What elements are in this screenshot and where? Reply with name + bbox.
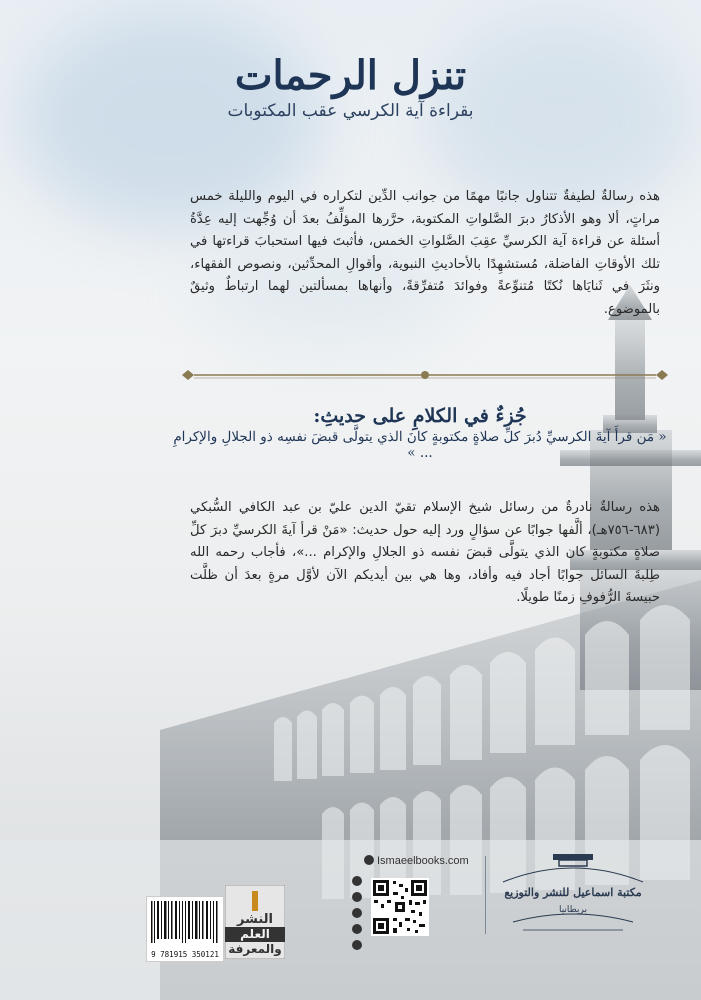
instagram-icon (352, 892, 362, 902)
qr-code (371, 878, 429, 936)
ornamental-divider (180, 368, 670, 382)
globe-icon (364, 855, 374, 865)
book-subtitle: بقراءة آية الكرسي عقب المكتوبات (227, 101, 474, 121)
publisher-name: مكتبة اسماعيل للنشر والتوزيع (504, 886, 642, 899)
partner-line-3: والمعرفة (228, 942, 282, 956)
footer-separator (485, 856, 486, 934)
intro-paragraph: هذه رسالةٌ لطيفةٌ تتناول جانبًا مهمًا من جوانب الدِّين لتكراره في اليوم والليلة خمس مراتٍ، ألا وهو الأذكارُ دبرَ الصَّلواتِ المكتوبة، حرَّرها المؤلِّفُ بعدَ أن وُجِّهت إليه عِدَّةُ أسئلة عن قراءة آية الكرسيِّ عقِبَ الصَّلواتِ الخمس، فأثبتَ فيها استحبابَ قراءتها في تلك الأوقاتِ الفاضلة، مُستشهِدًا بالأحاديثِ النبوية، وأقوالِ المحدِّثين، ونصوص الفقهاء، ونثَرَ في ثَنايَاها نُكتًا مُتنوِّعةً وفوائدَ مُتفرِّقةً، وأنهاها بمسألتين لهما ارتباطٌ وثيقٌ بالموضوع. (190, 189, 660, 317)
facebook-icon (352, 908, 362, 918)
partner-line-2: العلم (225, 927, 285, 942)
section-heading (170, 405, 670, 461)
twitter-icon (352, 924, 362, 934)
title-block (0, 52, 701, 121)
whatsapp-icon (352, 876, 362, 886)
website-url: Ismaeelbooks.com (377, 855, 469, 867)
barcode-bars (147, 897, 223, 947)
publisher-country: بريطانيا (558, 905, 588, 915)
book-title: تنزل الرحمات (234, 52, 467, 99)
section-hadith-quote: « مَن قرأَ آيةَ الكرسيِّ دُبرَ كلِّ صلاةٍ مكتوبةٍ كانَ الذي يتولَّى قبضَ نفسِه ذو الجلالِ والإكرامِ ... » (173, 429, 667, 461)
second-paragraph: هذه رسالةٌ نادرةٌ من رسائل شيخ الإسلام تقيّ الدين عليّ بن عبد الكافي السُّبكي (٦٨٣-٧٥٦هـ)، ألَّفها جوابًا عن سؤالٍ ورد إليه حول حديث: «مَنْ قرأ آيةَ الكرسيِّ دبرَ كلِّ صلاةٍ مكتوبةٍ كان الذي يتولَّى قبضَ نفسه ذو الجلالِ والإكرام ...»، فأجاب رحمه الله طِلبةَ السائل جوابًا أجاد فيه وأفاد، وها هي بين أيديكم الآن لأوَّل مرةٍ بعدَ أن ظلَّت حبيسةَ الرُّفوفِ زمنًا طويلًا. (190, 500, 660, 605)
isbn-number: 9 781915 350121 (151, 950, 219, 959)
website (364, 855, 469, 867)
telegram-icon (352, 940, 362, 950)
partner-publisher-name (225, 912, 285, 957)
partner-line-1: النشر (237, 912, 273, 927)
section-title: جُزءٌ في الكلامِ على حديثِ: (313, 405, 527, 427)
social-icons (352, 876, 364, 956)
isbn-barcode (146, 896, 224, 962)
